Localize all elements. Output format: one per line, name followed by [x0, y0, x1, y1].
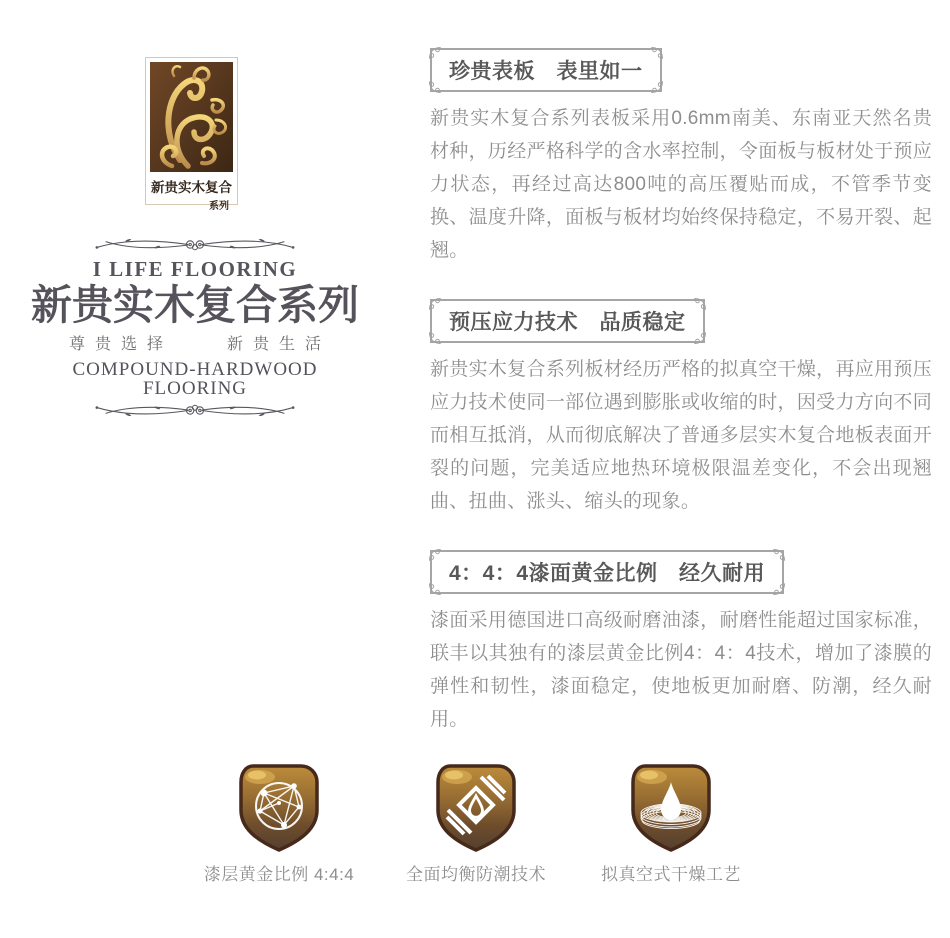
feature-title: 预压应力技术 品质稳定 — [449, 311, 686, 334]
feature-title-box — [430, 550, 784, 594]
corner-ornament-icon — [651, 46, 664, 59]
badge-label: 拟真空式干燥工艺 — [601, 865, 741, 884]
flourish-divider-top-icon — [25, 236, 365, 254]
feature-title: 4：4：4漆面黄金比例 经久耐用 — [449, 562, 766, 585]
corner-ornament-icon — [428, 46, 441, 59]
corner-ornament-icon — [428, 297, 441, 310]
feature-title-box — [430, 48, 662, 92]
slogan-left: 尊贵选择 — [68, 336, 173, 353]
gold-scroll-ornament-image — [150, 62, 233, 172]
feature-body: 新贵实木复合系列板材经历严格的拟真空干燥，再应用预压应力技术使同一部位遇到膨胀或收缩的时，因受力方向不同而相互抵消，从而彻底解决了普通多层实木复合地板表面开裂的问题，完美适应地热环境极限温差变化，不会出现翘曲、扭曲、涨头、缩头的现象。 — [430, 359, 932, 512]
slogan-right: 新贵生活 — [227, 336, 332, 353]
feature-sections — [430, 48, 932, 736]
corner-ornament-icon — [428, 548, 441, 561]
logo-series-suffix: 系列 — [209, 201, 229, 212]
brand-category — [25, 360, 365, 398]
corner-ornament-icon — [694, 297, 707, 310]
logo-series-name: 新贵实木复合 — [151, 180, 232, 195]
badge-vacuum-drying — [601, 764, 741, 884]
brand-category-line1: COMPOUND-HARDWOOD — [72, 359, 318, 380]
corner-ornament-icon — [428, 81, 441, 94]
brand-block — [25, 236, 365, 419]
feature-section-prestress — [430, 299, 932, 518]
corner-ornament-icon — [773, 583, 786, 596]
badge-label: 漆层黄金比例 4:4:4 — [203, 865, 355, 884]
feature-body: 新贵实木复合系列表板采用0.6mm南美、东南亚天然名贵材种，历经严格科学的含水率控制，令面板与板材处于预应力状态，再经过高达800吨的高压覆贴而成，不管季节变换、温度升降，面板与板材均始终保持稳定，不易开裂、起翘。 — [430, 108, 932, 261]
feature-title-box — [430, 299, 705, 343]
brand-english-name: I LIFE FLOORING — [92, 257, 298, 281]
badge-lacquer-ratio — [203, 764, 355, 884]
series-logo-card — [145, 57, 238, 212]
network-sphere-icon — [239, 764, 319, 852]
brand-slogan — [25, 331, 365, 354]
feature-body: 漆面采用德国进口高级耐磨油漆，耐磨性能超过国家标准，联丰以其独有的漆层黄金比例4：4：4技术，增加了漆膜的弹性和韧性，漆面稳定，使地板更加耐磨、防潮，经久耐用。 — [430, 610, 932, 730]
corner-ornament-icon — [651, 81, 664, 94]
corner-ornament-icon — [428, 583, 441, 596]
badge-label: 全面均衡防潮技术 — [406, 865, 546, 884]
feature-section-surface — [430, 48, 932, 267]
droplet-ripple-icon — [631, 764, 711, 852]
corner-ornament-icon — [773, 548, 786, 561]
feature-title: 珍贵表板 表里如一 — [449, 60, 643, 83]
feature-section-lacquer — [430, 550, 932, 736]
corner-ornament-icon — [428, 332, 441, 345]
flourish-divider-bottom-icon — [25, 401, 365, 419]
brand-category-line2: FLOORING — [142, 378, 248, 399]
badge-moisture-proof — [406, 764, 546, 884]
brand-chinese-name: 新贵实木复合系列 — [31, 282, 359, 328]
badge-row — [0, 764, 950, 894]
diamond-droplet-icon — [436, 764, 516, 852]
corner-ornament-icon — [694, 332, 707, 345]
